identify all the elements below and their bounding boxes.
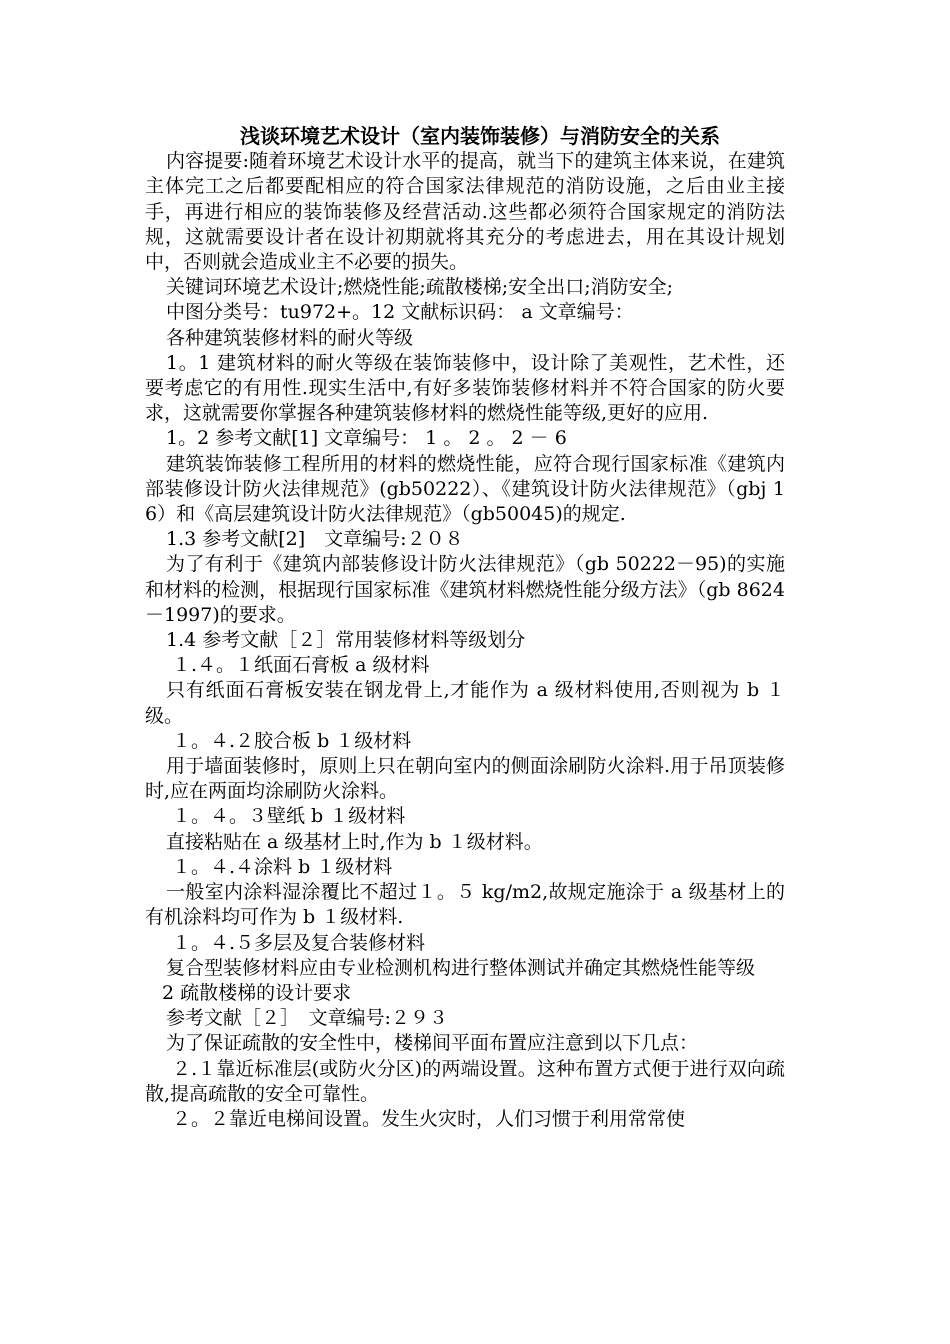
body-paragraph: 一般室内涂料湿涂覆比不超过１。５ kg/m2,故规定施涂于 a 级基材上的有机涂料均可作为 b １级材料.	[145, 881, 785, 929]
reference-line: 1。2 参考文献[1] 文章编号： 1 。 2 。 2 － 6	[166, 427, 567, 450]
reference-line: 参考文献［２］ 文章编号:２９３	[166, 1007, 448, 1030]
subsection-heading: １.４。１纸面石膏板 a 级材料	[172, 654, 430, 677]
abstract-paragraph: 内容提要:随着环境艺术设计水平的提高，就当下的建筑主体来说，在建筑主体完工之后都要配相应的符合国家法律规范的消防设施，之后由业主接手，再进行相应的装饰装修及经营活动.这些都必须符合国家规定的消防法规，这就需要设计者在设计初期就将其充分的考虑进去，用在其设计规划中，否则就会造成业主不必要的损失。	[145, 150, 785, 274]
subsection-heading: １。４.５多层及复合装修材料	[172, 931, 426, 954]
subsection-heading: １。４.２胶合板 b １级材料	[172, 729, 412, 752]
body-paragraph: 1。1 建筑材料的耐火等级在装饰装修中，设计除了美观性，艺术性，还要考虑它的有用性.现实生活中,有好多装饰装修材料并不符合国家的防火要求，这就需要你掌握各种建筑装修材料的燃烧性能等级,更好的应用.	[145, 351, 785, 425]
body-paragraph: ２.１靠近标准层(或防火分区)的两端设置。这种布置方式便于进行双向疏散,提高疏散的安全可靠性。	[145, 1057, 785, 1105]
body-paragraph: 建筑装饰装修工程所用的材料的燃烧性能，应符合现行国家标准《建筑内部装修设计防火法律规范》(gb50222）、《建筑设计防火法律规范》（gbj 16）和《高层建筑设计防火法律规范》（gb50045)的规定.	[145, 452, 785, 526]
body-paragraph: 只有纸面石膏板安装在钢龙骨上,才能作为 a 级材料使用,否则视为 b １级。	[145, 679, 785, 727]
subsection-heading: １。４.４涂料 b １级材料	[172, 855, 393, 878]
body-paragraph: 直接粘贴在 a 级基材上时,作为 b １级材料。	[166, 830, 543, 853]
body-paragraph: 为了有利于《建筑内部装修设计防火法律规范》（gb 50222－95)的实施和材料的检测，根据现行国家标准《建筑材料燃烧性能分级方法》（gb 8624－1997)的要求。	[145, 553, 785, 626]
body-paragraph: 为了保证疏散的安全性中，楼梯间平面布置应注意到以下几点：	[166, 1032, 699, 1055]
body-paragraph: 复合型装修材料应由专业检测机构进行整体测试并确定其燃烧性能等级	[166, 956, 756, 979]
body-paragraph: 用于墙面装修时，原则上只在朝向室内的侧面涂刷防火涂料.用于吊顶装修时,应在两面均涂刷防火涂料。	[145, 755, 785, 803]
section-heading: 2 疏散楼梯的设计要求	[162, 981, 352, 1004]
section-heading: 各种建筑装修材料的耐火等级	[166, 326, 414, 349]
document-body	[145, 124, 785, 1132]
body-paragraph: ２。２靠近电梯间设置。发生火灾时，人们习惯于利用常常使	[172, 1107, 686, 1130]
document-title: 浅谈环境艺术设计（室内装饰装修）与消防安全的关系	[240, 124, 720, 148]
reference-line: 1.4 参考文献［２］常用装修材料等级划分	[166, 629, 526, 652]
subsection-heading: １。４。３壁纸 b １级材料	[172, 805, 406, 828]
reference-line: 1.3 参考文献[2] 文章编号:２０８	[166, 528, 464, 551]
classification-line: 中图分类号：tu972+。12 文献标识码： a 文章编号：	[166, 301, 634, 324]
keywords-line: 关键词环境艺术设计;燃烧性能;疏散楼梯;安全出口;消防安全;	[166, 276, 674, 299]
